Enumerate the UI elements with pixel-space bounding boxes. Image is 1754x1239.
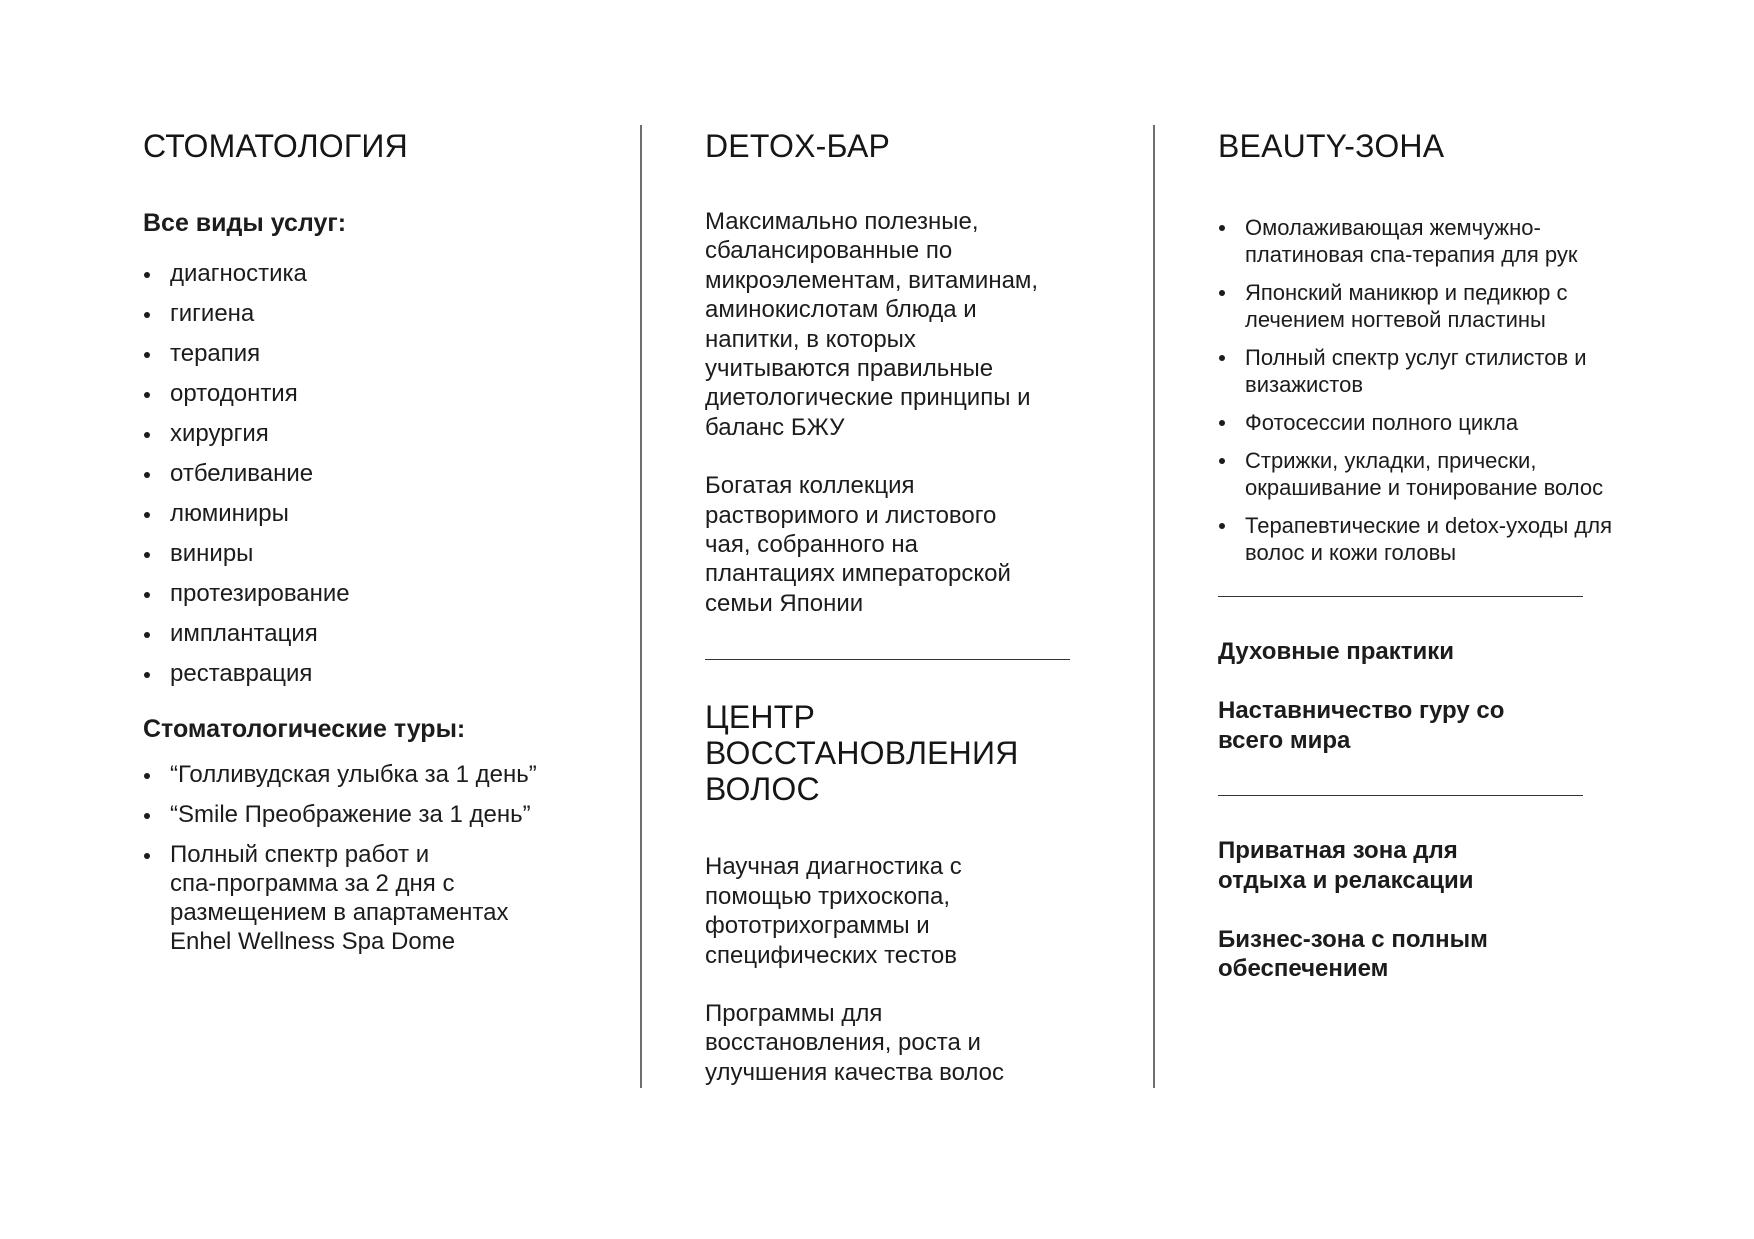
horizontal-divider	[1218, 795, 1583, 796]
list-item: “Smile Преображение за 1 день”	[143, 800, 623, 829]
list-item: хирургия	[143, 414, 623, 454]
dentistry-title: СТОМАТОЛОГИЯ	[143, 128, 408, 164]
list-item: Полный спектр работ и спа-программа за 2 дня с размещением в апартаментах Enhel Wellness Spa Dome	[143, 840, 623, 956]
column-divider-right	[1153, 125, 1155, 1088]
list-item: люминиры	[143, 494, 623, 534]
hair-paragraph-2: Программы для восстановления, роста и улучшения качества волос	[705, 999, 1005, 1086]
list-item: Японский маникюр и педикюр с лечением ногтевой пластины	[1218, 279, 1658, 333]
list-item: “Голливудская улыбка за 1 день”	[143, 760, 623, 789]
tours-list	[143, 760, 623, 956]
detox-paragraph-2: Богатая коллекция растворимого и листового чая, собранного на плантациях императорской семьи Японии	[705, 472, 1011, 617]
tours-heading: Стоматологические туры:	[143, 715, 466, 743]
detox-column	[705, 128, 1085, 1087]
list-item: реставрация	[143, 654, 623, 694]
list-item: протезирование	[143, 574, 623, 614]
list-item: ортодонтия	[143, 374, 623, 414]
services-heading: Все виды услуг:	[143, 209, 347, 237]
spiritual-practices: Духовные практики	[1218, 638, 1454, 665]
dentistry-column	[143, 128, 623, 967]
column-divider-left	[640, 125, 642, 1088]
beauty-column	[1218, 128, 1658, 984]
services-list	[143, 254, 623, 694]
list-item: имплантация	[143, 614, 623, 654]
list-item: диагностика	[143, 254, 623, 294]
list-item: гигиена	[143, 294, 623, 334]
list-item: отбеливание	[143, 454, 623, 494]
list-item: Полный спектр услуг стилистов и визажистов	[1218, 344, 1658, 398]
hair-paragraph-1: Научная диагностика с помощью трихоскопа, фототрихограммы и специфических тестов	[705, 853, 962, 969]
private-zone: Приватная зона для отдыха и релаксации	[1218, 837, 1474, 894]
list-item: Терапевтические и detox-уходы для волос и кожи головы	[1218, 512, 1658, 566]
business-zone: Бизнес-зона с полным обеспечением	[1218, 926, 1488, 983]
horizontal-divider	[1218, 596, 1583, 597]
list-item: виниры	[143, 534, 623, 574]
hair-center-title: ЦЕНТР ВОССТАНОВЛЕНИЯ ВОЛОС	[705, 699, 1019, 808]
detox-bar-title: DETOX-БАР	[705, 128, 891, 164]
list-item: Фотосессии полного цикла	[1218, 409, 1658, 436]
list-item: Омолаживающая жемчужно- платиновая спа-терапия для рук	[1218, 214, 1658, 268]
guru-mentoring: Наставничество гуру со всего мира	[1218, 697, 1505, 754]
beauty-title: BEAUTY-ЗОНА	[1218, 128, 1445, 164]
list-item: Стрижки, укладки, прически, окрашивание и тонирование волос	[1218, 447, 1658, 501]
horizontal-divider	[705, 659, 1070, 660]
beauty-list	[1218, 214, 1658, 566]
list-item: терапия	[143, 334, 623, 374]
detox-paragraph-1: Максимально полезные, сбалансированные по микроэлементам, витаминам, аминокислотам блюда и напитки, в которых учитываются правильные диетологические принципы и баланс БЖУ	[705, 208, 1039, 441]
